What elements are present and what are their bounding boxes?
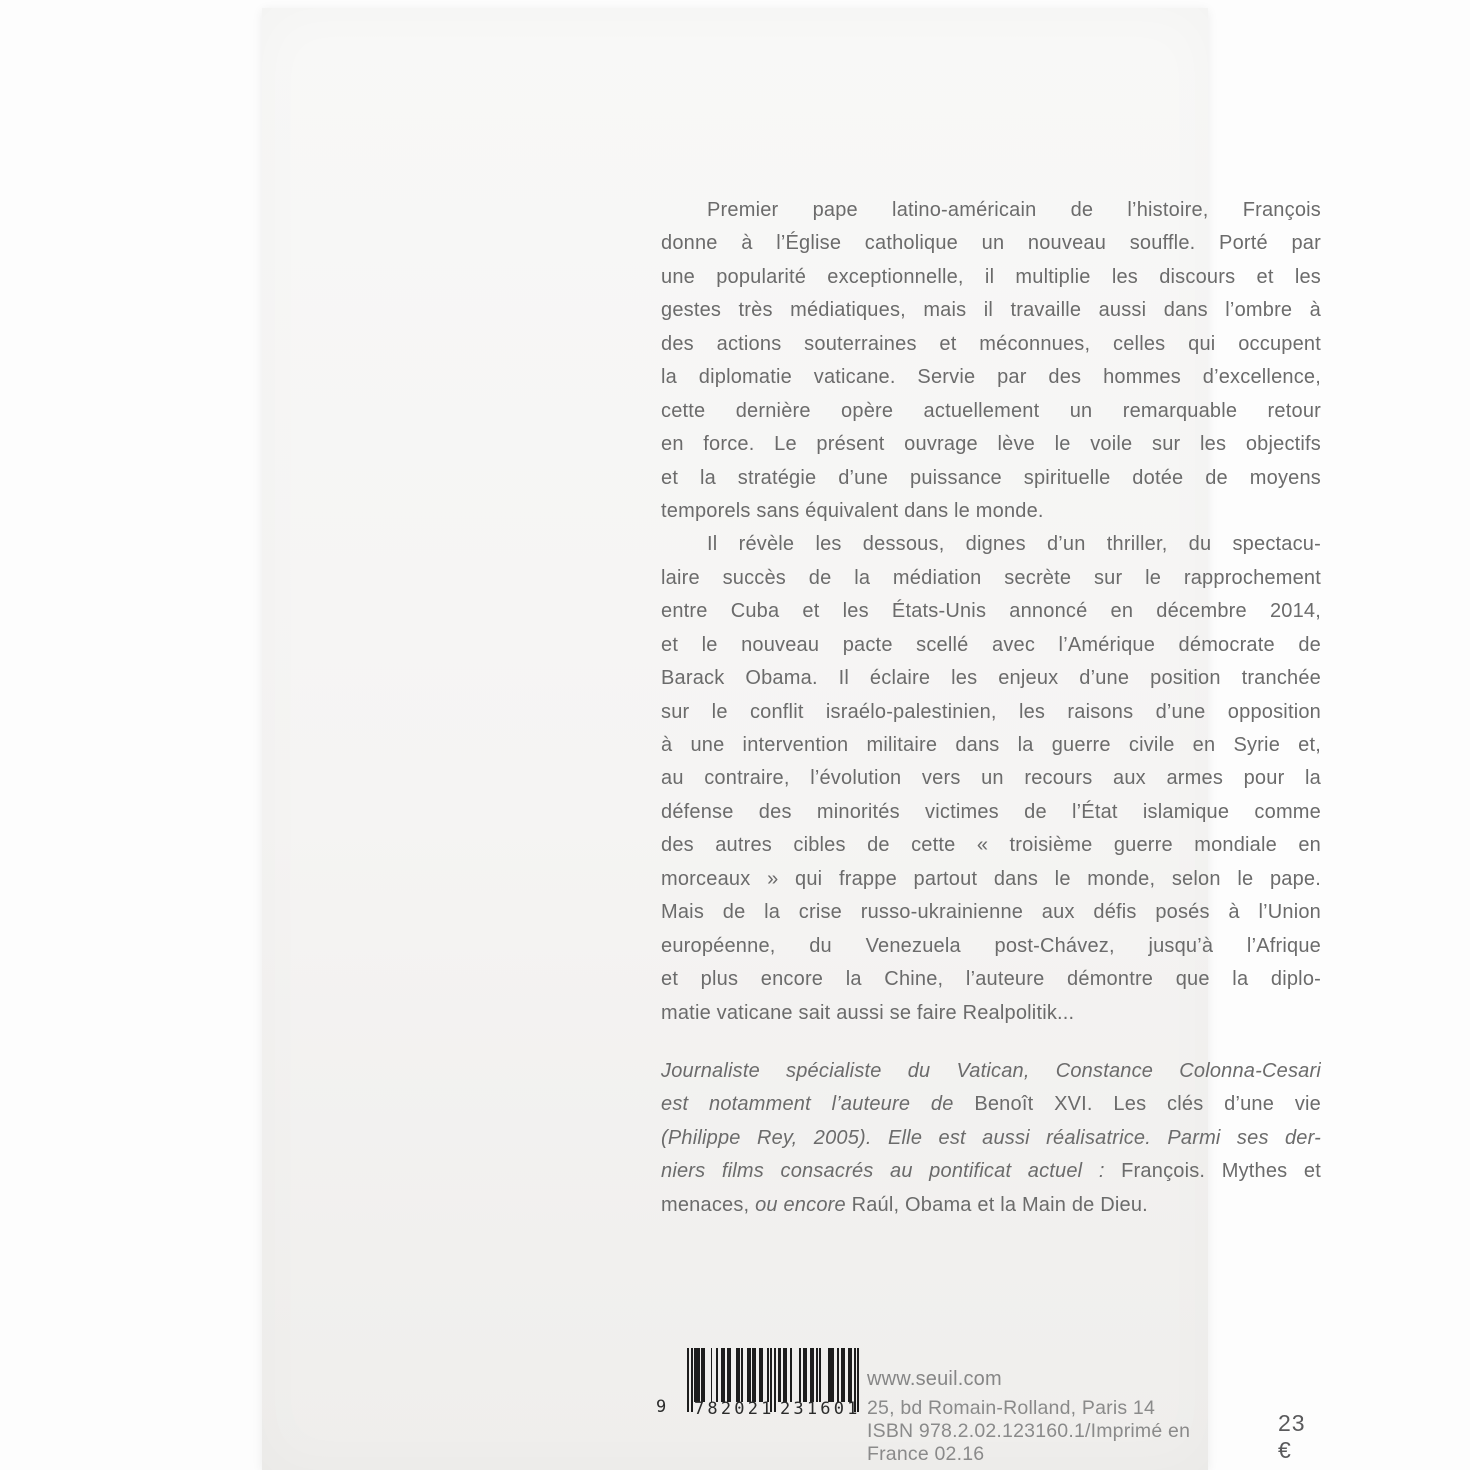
publisher-website: www.seuil.com [867, 1368, 1002, 1390]
barcode-bar [729, 1348, 731, 1402]
bio-roman-text: Raúl, Obama et la Main de Dieu. [851, 1193, 1148, 1216]
text-line: des autres cibles de cette « troisième guerre mondiale en [661, 834, 1321, 857]
barcode-bar [785, 1348, 787, 1402]
text-line: la diplomatie vaticane. Servie par des hommes d’excellence, [661, 366, 1321, 389]
barcode-bar [723, 1348, 725, 1402]
text-line: donne à l’Église catholique un nouveau souffle. Porté par [661, 232, 1321, 255]
barcode-bar [832, 1348, 834, 1402]
bio-line [661, 1189, 1321, 1222]
text-line: entre Cuba et les États-Unis annoncé en décembre 2014, [661, 600, 1321, 623]
bio-roman-text: Benoît XVI. Les clés d’une vie [974, 1093, 1321, 1116]
text-line: à une intervention militaire dans la guerre civile en Syrie et, [661, 734, 1321, 756]
barcode-bar [761, 1348, 763, 1402]
bio-italic-text: (Philippe Rey, 2005). Elle est aussi réalisatrice. Parmi ses der- [661, 1126, 1321, 1149]
text-line: une popularité exceptionnelle, il multiplie les discours et les [661, 265, 1321, 288]
barcode-bar [799, 1348, 801, 1402]
bio-italic-text: niers films consacrés au pontificat actuel : [661, 1160, 1122, 1183]
text-line: en force. Le présent ouvrage lève le voile sur les objectifs [661, 433, 1321, 456]
bio-line [661, 1088, 1321, 1121]
text-line: Premier pape latino-américain de l’histoire, François [707, 199, 1321, 221]
author-bio [661, 1055, 1321, 1222]
text-line: des actions souterraines et méconnues, celles qui occupent [661, 332, 1321, 355]
barcode-digit-group: 231601 [780, 1399, 861, 1419]
text-line: défense des minorités victimes de l’État islamique comme [661, 800, 1321, 823]
barcode-lead-digit: 9 [656, 1397, 667, 1417]
text-line: sur le conflit israélo-palestinien, les raisons d’une opposition [661, 700, 1321, 723]
bio-line [661, 1122, 1321, 1155]
barcode-digit-group: 782021 [694, 1399, 775, 1419]
text-line: Mais de la crise russo-ukrainienne aux défis posés à l’Union [661, 901, 1321, 924]
price-label: 23 € [1278, 1410, 1306, 1463]
text-line: temporels sans équivalent dans le monde. [661, 499, 1044, 522]
text-line: au contraire, l’évolution vers un recours aux armes pour la [661, 767, 1321, 790]
bio-line [661, 1055, 1321, 1088]
barcode-bar [711, 1348, 713, 1402]
barcode-bar [754, 1348, 756, 1402]
barcode-bar [749, 1348, 751, 1402]
text-line: matie vaticane sait aussi se faire Realpolitik... [661, 1001, 1075, 1024]
text-line: européenne, du Venezuela post-Chávez, jusqu’à l’Afrique [661, 934, 1321, 957]
text-line: Il révèle les dessous, dignes d’un thriller, du spectacu- [707, 533, 1321, 556]
text-line: gestes très médiatiques, mais il travaille aussi dans l’ombre à [661, 299, 1321, 322]
book-cover [262, 8, 1321, 1470]
barcode-bar [850, 1348, 852, 1402]
bio-italic-text: est notamment l’auteure de [661, 1093, 975, 1116]
barcode-bar [805, 1348, 807, 1402]
back-cover-text [661, 194, 1321, 1030]
barcode-bar [716, 1348, 718, 1402]
text-line: et la stratégie d’une puissance spirituelle dotée de moyens [661, 466, 1321, 489]
barcode-bar [703, 1348, 705, 1402]
barcode-bar [790, 1348, 792, 1402]
barcode-bar [843, 1348, 845, 1402]
bio-roman-text: menaces, [661, 1193, 756, 1216]
barcode-bar [837, 1348, 839, 1402]
publisher-address: 25, bd Romain-Rolland, Paris 14 [867, 1397, 1156, 1419]
barcode-bar [691, 1348, 693, 1412]
bio-line [661, 1155, 1321, 1188]
barcode-bar [738, 1348, 740, 1402]
text-line: Barack Obama. Il éclaire les enjeux d’une position tranchée [661, 667, 1321, 690]
barcode-bar [812, 1348, 814, 1402]
isbn-line: ISBN 978.2.02.123160.1/Imprimé en France 02.16 [867, 1420, 1191, 1465]
barcode-bar [687, 1348, 689, 1412]
text-line: laire succès de la médiation secrète sur le rapprochement [661, 566, 1321, 589]
bio-italic-text: ou encore [755, 1193, 852, 1216]
text-line: cette dernière opère actuellement un remarquable retour [661, 399, 1321, 422]
text-line: et le nouveau pacte scellé avec l’Amérique démocrate de [661, 633, 1321, 656]
barcode-bar [819, 1348, 821, 1402]
bio-roman-text: François. Mythes et [1121, 1160, 1321, 1183]
barcode-bar [698, 1348, 700, 1402]
barcode-bar [779, 1348, 781, 1402]
barcode-bar [816, 1348, 818, 1402]
text-line: morceaux » qui frappe partout dans le monde, selon le pape. [661, 867, 1321, 890]
barcode [656, 1348, 867, 1428]
barcode-bar [767, 1348, 769, 1402]
barcode-bar [741, 1348, 743, 1402]
text-line: et plus encore la Chine, l’auteure démontre que la diplo- [661, 968, 1321, 991]
bio-italic-text: Journaliste spécialiste du Vatican, Constance Colonna-Cesari [661, 1060, 1321, 1082]
